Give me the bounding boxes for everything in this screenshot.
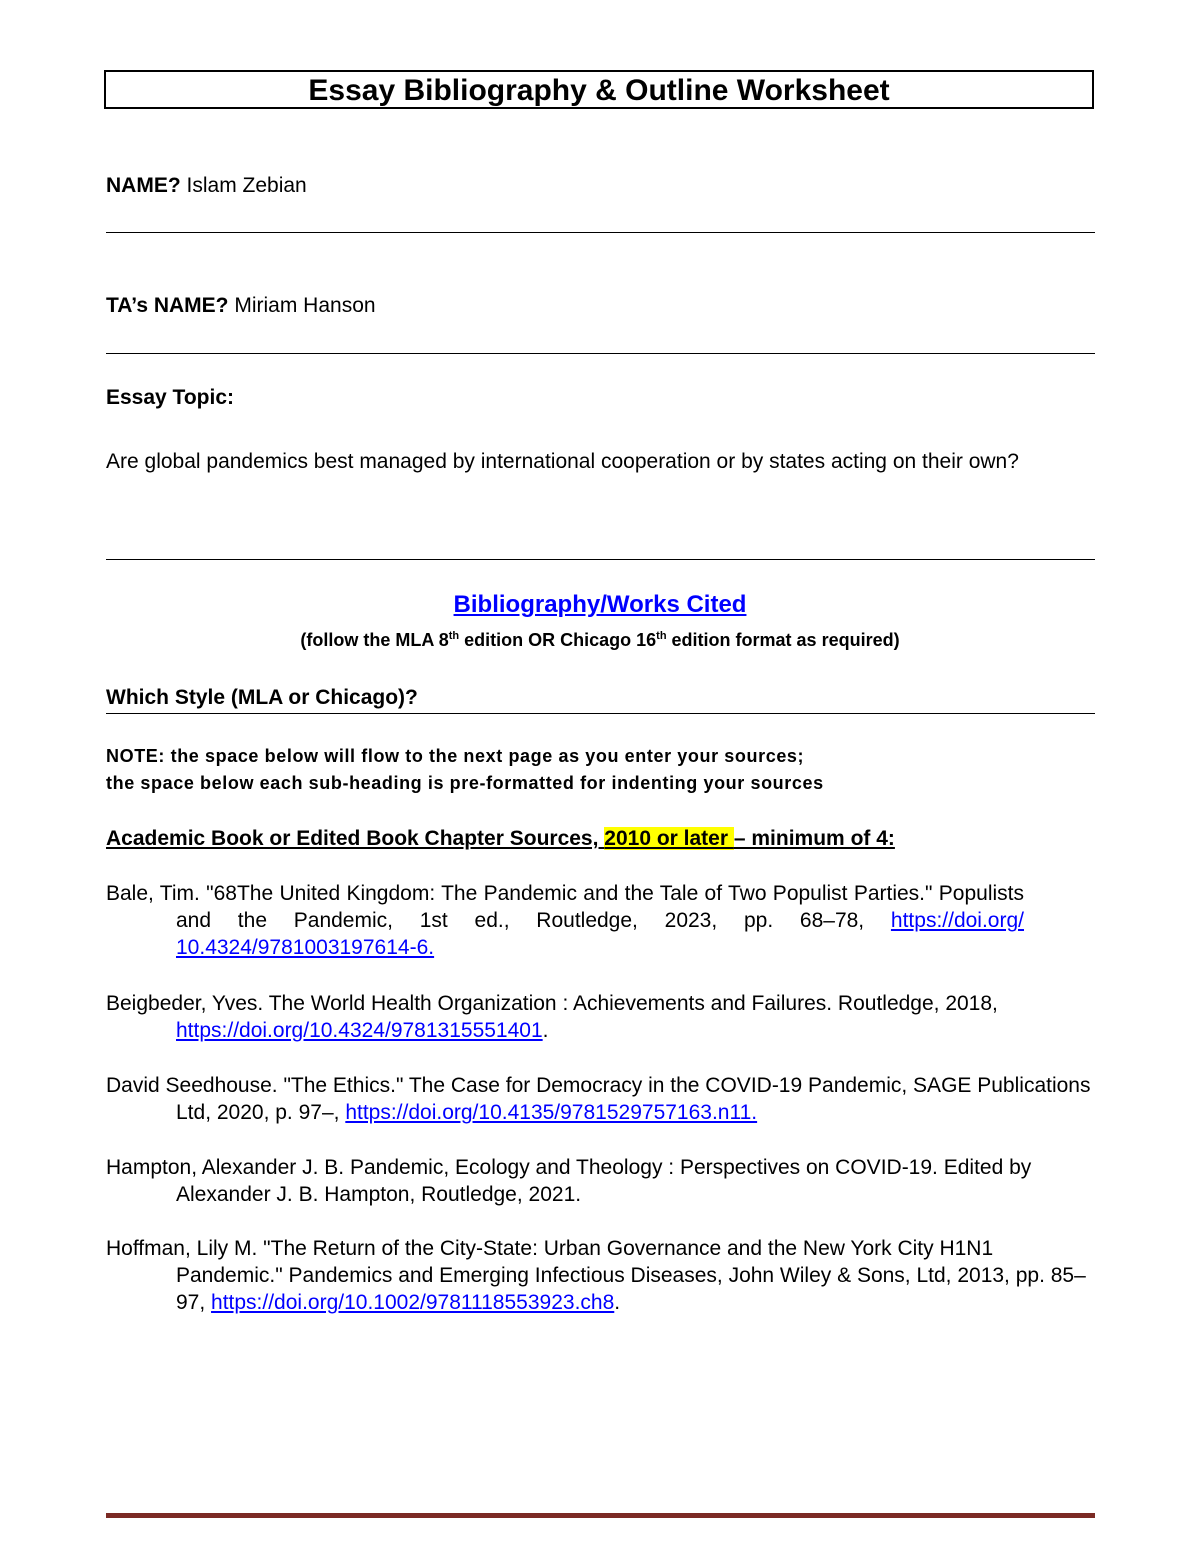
format-note-text: edition OR Chicago 16 [459, 630, 657, 650]
citation-text: . [542, 1019, 549, 1042]
note-text [106, 743, 824, 797]
worksheet-title: Essay Bibliography & Outline Worksheet [104, 70, 1094, 109]
format-note-text: (follow the MLA 8 [300, 630, 449, 650]
citation-entry [106, 990, 1096, 1044]
bibliography-heading: Bibliography/Works Cited [453, 591, 747, 618]
divider [106, 559, 1095, 560]
name-label: NAME? [106, 174, 181, 197]
section-heading [106, 825, 895, 853]
footer-rule [106, 1513, 1095, 1518]
format-note [0, 624, 1200, 652]
ta-name-field [106, 293, 376, 319]
citation-text: Hampton, Alexander J. B. Pandemic, Ecology and Theology : Perspectives on COVID-19. Edited by Alexander J. B. Hampton, Routledge, 2021. [106, 1156, 1032, 1206]
essay-topic-label [106, 385, 234, 411]
citation-link[interactable]: https://doi.org/10.4135/9781529757163.n11. [345, 1101, 758, 1124]
format-note-text: edition format as required) [666, 630, 900, 650]
superscript: th [656, 630, 667, 642]
highlighted-text: 2010 or later [604, 827, 734, 850]
citation-link[interactable]: 10.4324/9781003197614-6. [176, 936, 435, 959]
style-question: Which Style (MLA or Chicago)? [106, 686, 418, 709]
essay-topic-label-text: Essay Topic: [106, 386, 234, 409]
essay-topic-text: Are global pandemics best managed by international cooperation or by states acting on their own? [106, 450, 1019, 473]
name-field [106, 173, 307, 199]
citation-link[interactable]: https://doi.org/10.4324/9781315551401 [176, 1019, 543, 1042]
citation-text: David Seedhouse. "The Ethics." The Case for Democracy in the COVID-19 Pandemic, SAGE Publications Ltd, 2020, p. 97–, [106, 1074, 1091, 1124]
divider [106, 713, 1095, 714]
citation-entry [106, 1072, 1096, 1126]
citation-text: Bale, Tim. "68The United Kingdom: The Pandemic and the Tale of Two Populist Parties." Populists and the Pandemic, 1st ed., Routledge, 2023, pp. 68–78, [106, 882, 1024, 932]
section-heading-text: Academic Book or Edited Book Chapter Sources, [106, 827, 605, 850]
note-line: the space below each sub-heading is pre-formatted for indenting your sources [106, 773, 824, 793]
name-value: Islam Zebian [186, 174, 307, 197]
note-line: NOTE: the space below will flow to the next page as you enter your sources; [106, 746, 805, 766]
citation-entry [106, 880, 1024, 961]
superscript: th [448, 630, 460, 642]
citation-text: . [614, 1291, 621, 1314]
divider [106, 353, 1095, 354]
divider [106, 232, 1095, 233]
citation-entry [106, 1154, 1096, 1208]
ta-name-value: Miriam Hanson [234, 294, 376, 317]
ta-name-label: TA’s NAME? [106, 294, 229, 317]
section-heading-text: – minimum of 4: [733, 827, 895, 850]
citation-link[interactable]: https://doi.org/ [890, 909, 1024, 932]
citation-link[interactable]: https://doi.org/10.1002/9781118553923.ch8 [211, 1291, 615, 1314]
citation-text: Hoffman, Lily M. "The Return of the City-State: Urban Governance and the New York City H1N1 Pandemic." Pandemics and Emerging Infectious Diseases, John Wiley & Sons, Ltd, 2013, pp. 85–97, [106, 1237, 1086, 1314]
citation-text: Beigbeder, Yves. The World Health Organization : Achievements and Failures. Routledge, 2018, [106, 992, 998, 1015]
citation-entry [106, 1235, 1096, 1316]
